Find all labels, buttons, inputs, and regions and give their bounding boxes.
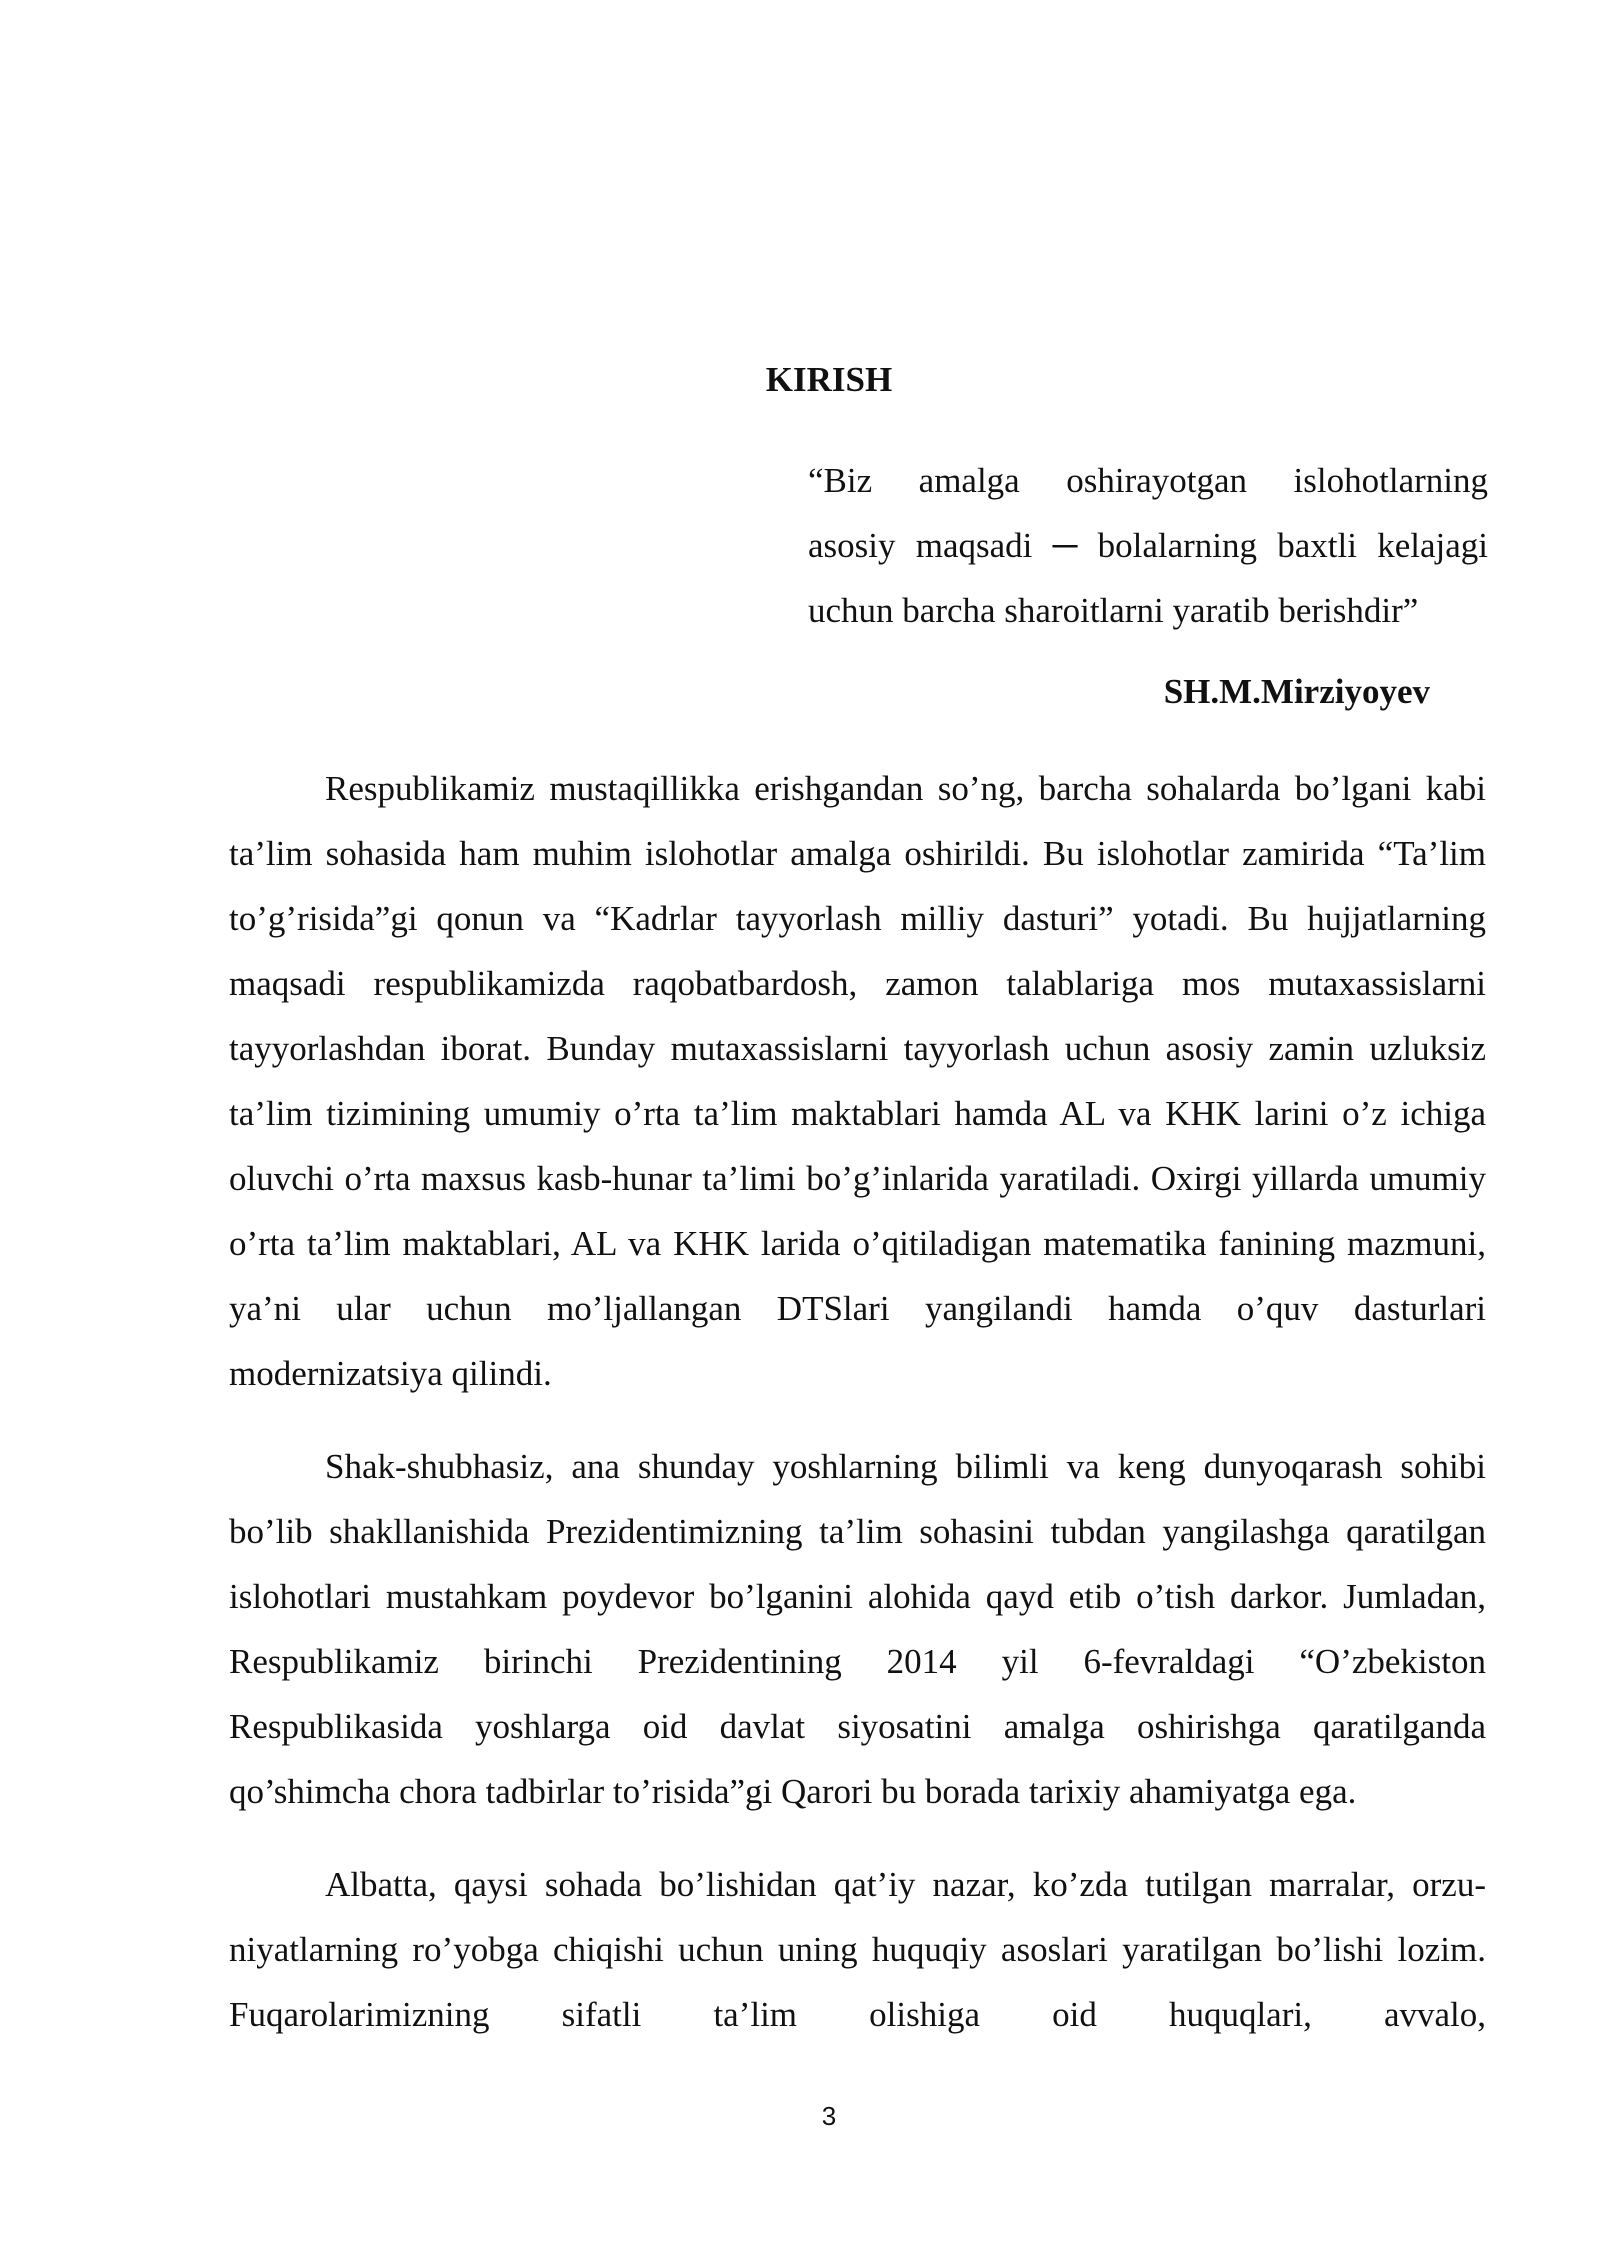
epigraph-author: SH.M.Mirziyoyev: [1163, 672, 1430, 711]
epigraph-quote: [808, 448, 1488, 643]
epigraph-line: “Biz amalga oshirayotgan islohotlarning: [808, 461, 1488, 500]
page-number: 3: [821, 2101, 837, 2131]
paragraph: Albatta, qaysi sohada bo’lishidan qat’iy nazar, ko’zda tutilgan marralar, orzu-niyatlarning ro’yobga chiqishi uchun uning huquqiy asoslari yaratilgan bo’lishi lozim. Fuqarolarimizning sifatli ta’lim olishiga oid huquqlari, avvalo,: [229, 1865, 1486, 2034]
page-title: KIRISH: [765, 360, 893, 399]
body-text: [229, 756, 1486, 2075]
paragraph: Shak-shubhasiz, ana shunday yoshlarning bilimli va keng dunyoqarash sohibi bo’lib shakllanishida Prezidentimizning ta’lim sohasini tubdan yangilashga qaratilgan islohotlari mustahkam poydevor bo’lganini alohida qayd etib o’tish darkor. Jumladan, Respublikamiz birinchi Prezidentining 2014 yil 6-fevraldagi “O’zbekiston Respublikasida yoshlarga oid davlat siyosatini amalga oshirishga qaratilganda qo’shimcha chora tadbirlar to’risida”gi Qarori bu borada tarixiy ahamiyatga ega.: [229, 1447, 1486, 1811]
epigraph-line: uchun barcha sharoitlarni yaratib berishdir”: [808, 591, 1419, 630]
epigraph-line: asosiy maqsadi ─ bolalarning baxtli kelajagi: [808, 526, 1488, 565]
paragraph: Respublikamiz mustaqillikka erishgandan so’ng, barcha sohalarda bo’lgani kabi ta’lim sohasida ham muhim islohotlar amalga oshirildi. Bu islohotlar zamirida “Ta’lim to’g’risida”gi qonun va “Kadrlar tayyorlash milliy dasturi” yotadi. Bu hujjatlarning maqsadi respublikamizda raqobatbardosh, zamon talablariga mos mutaxassislarni tayyorlashdan iborat. Bunday mutaxassislarni tayyorlash uchun asosiy zamin uzluksiz ta’lim tizimining umumiy o’rta ta’lim maktablari hamda AL va KHK larini o’z ichiga oluvchi o’rta maxsus kasb-hunar ta’limi bo’g’inlarida yaratiladi. Oxirgi yillarda umumiy o’rta ta’lim maktablari, AL va KHK larida o’qitiladigan matematika fanining mazmuni, ya’ni ular uchun mo’ljallangan DTSlari yangilandi hamda o’quv dasturlari modernizatsiya qilindi.: [229, 769, 1486, 1393]
